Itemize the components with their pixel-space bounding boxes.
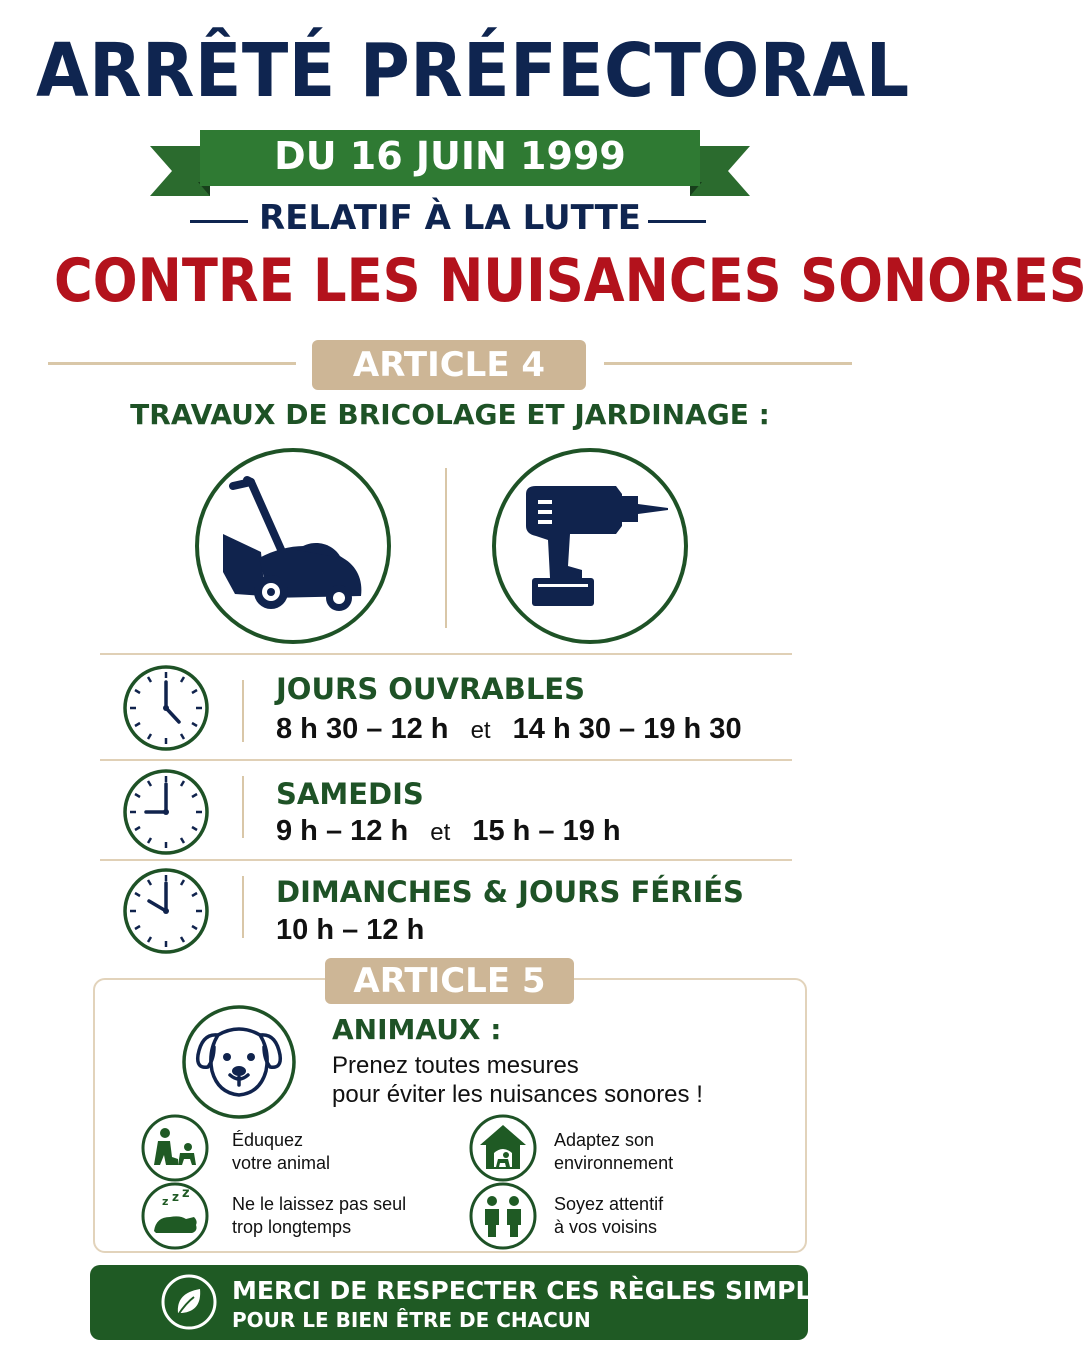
schedule-divider <box>100 759 792 761</box>
hours-morning: 9 h – 12 h <box>276 815 409 847</box>
clock-icon <box>122 664 210 752</box>
tip-educate <box>232 1129 330 1175</box>
tip-environment <box>554 1129 673 1175</box>
schedule-label-weekdays: JOURS OUVRABLES <box>276 672 586 706</box>
svg-text:z: z <box>162 1195 169 1208</box>
clock-icon <box>122 867 210 955</box>
power-drill-icon <box>490 446 690 646</box>
lawnmower-icon <box>193 446 393 646</box>
schedule-divider <box>100 859 792 861</box>
schedule-hours-sundays <box>276 914 424 947</box>
tip-neighbors <box>554 1193 663 1239</box>
tip-line: environnement <box>554 1153 674 1173</box>
article5-title: ANIMAUX : <box>332 1013 502 1046</box>
article5-text-line2: pour éviter les nuisances sonores ! <box>332 1081 703 1108</box>
schedule-separator <box>242 680 244 742</box>
hours-joiner: et <box>430 819 451 846</box>
schedule-hours-saturdays <box>276 815 621 848</box>
schedule-hours-weekdays <box>276 713 742 746</box>
tip-line: votre animal <box>232 1153 331 1173</box>
tip-line: trop longtemps <box>232 1217 352 1237</box>
footer-submessage: POUR LE BIEN ÊTRE DE CHACUN <box>232 1308 591 1332</box>
article4-left-rule <box>48 362 296 365</box>
hours-afternoon: 15 h – 19 h <box>472 815 621 847</box>
tip-line: Éduquez <box>232 1130 304 1150</box>
tip-not-alone <box>232 1193 406 1239</box>
clock-icon <box>122 768 210 856</box>
dog-face-icon <box>180 1003 298 1121</box>
tip-line: à vos voisins <box>554 1217 658 1237</box>
schedule-label-sundays: DIMANCHES & JOURS FÉRIÉS <box>276 875 744 909</box>
svg-text:z: z <box>182 1186 190 1201</box>
tools-divider <box>445 468 447 628</box>
hours-afternoon: 14 h 30 – 19 h 30 <box>512 713 742 745</box>
hours-morning: 8 h 30 – 12 h <box>276 713 449 745</box>
tip-line: Adaptez son <box>554 1130 655 1150</box>
hours-joiner: et <box>470 717 491 744</box>
person-training-dog-icon <box>140 1113 210 1183</box>
article5-badge: ARTICLE 5 <box>325 958 574 1004</box>
sleeping-dog-icon <box>140 1181 210 1251</box>
schedule-separator <box>242 876 244 938</box>
dog-house-icon <box>468 1113 538 1183</box>
main-heading-red: CONTRE LES NUISANCES SONORES <box>54 246 1087 316</box>
schedule-divider-top <box>100 653 792 655</box>
schedule-separator <box>242 776 244 838</box>
leaf-icon <box>160 1273 218 1331</box>
neighbors-icon <box>468 1181 538 1251</box>
article4-right-rule <box>604 362 852 365</box>
tip-line: Ne le laissez pas seul <box>232 1194 407 1214</box>
svg-text:z: z <box>172 1190 179 1204</box>
page-title: ARRÊTÉ PRÉFECTORAL <box>36 28 910 114</box>
date-ribbon-text: DU 16 JUIN 1999 <box>274 134 626 178</box>
subtitle: RELATIF À LA LUTTE <box>258 198 642 238</box>
article5-text-line1: Prenez toutes mesures <box>332 1052 579 1079</box>
hours-morning: 10 h – 12 h <box>276 914 425 946</box>
article4-heading: TRAVAUX DE BRICOLAGE ET JARDINAGE : <box>130 398 770 431</box>
schedule-label-saturdays: SAMEDIS <box>276 777 424 811</box>
footer-message: MERCI DE RESPECTER CES RÈGLES SIMPLES <box>232 1276 847 1305</box>
article4-badge: ARTICLE 4 <box>312 340 586 390</box>
tip-line: Soyez attentif <box>554 1194 664 1214</box>
